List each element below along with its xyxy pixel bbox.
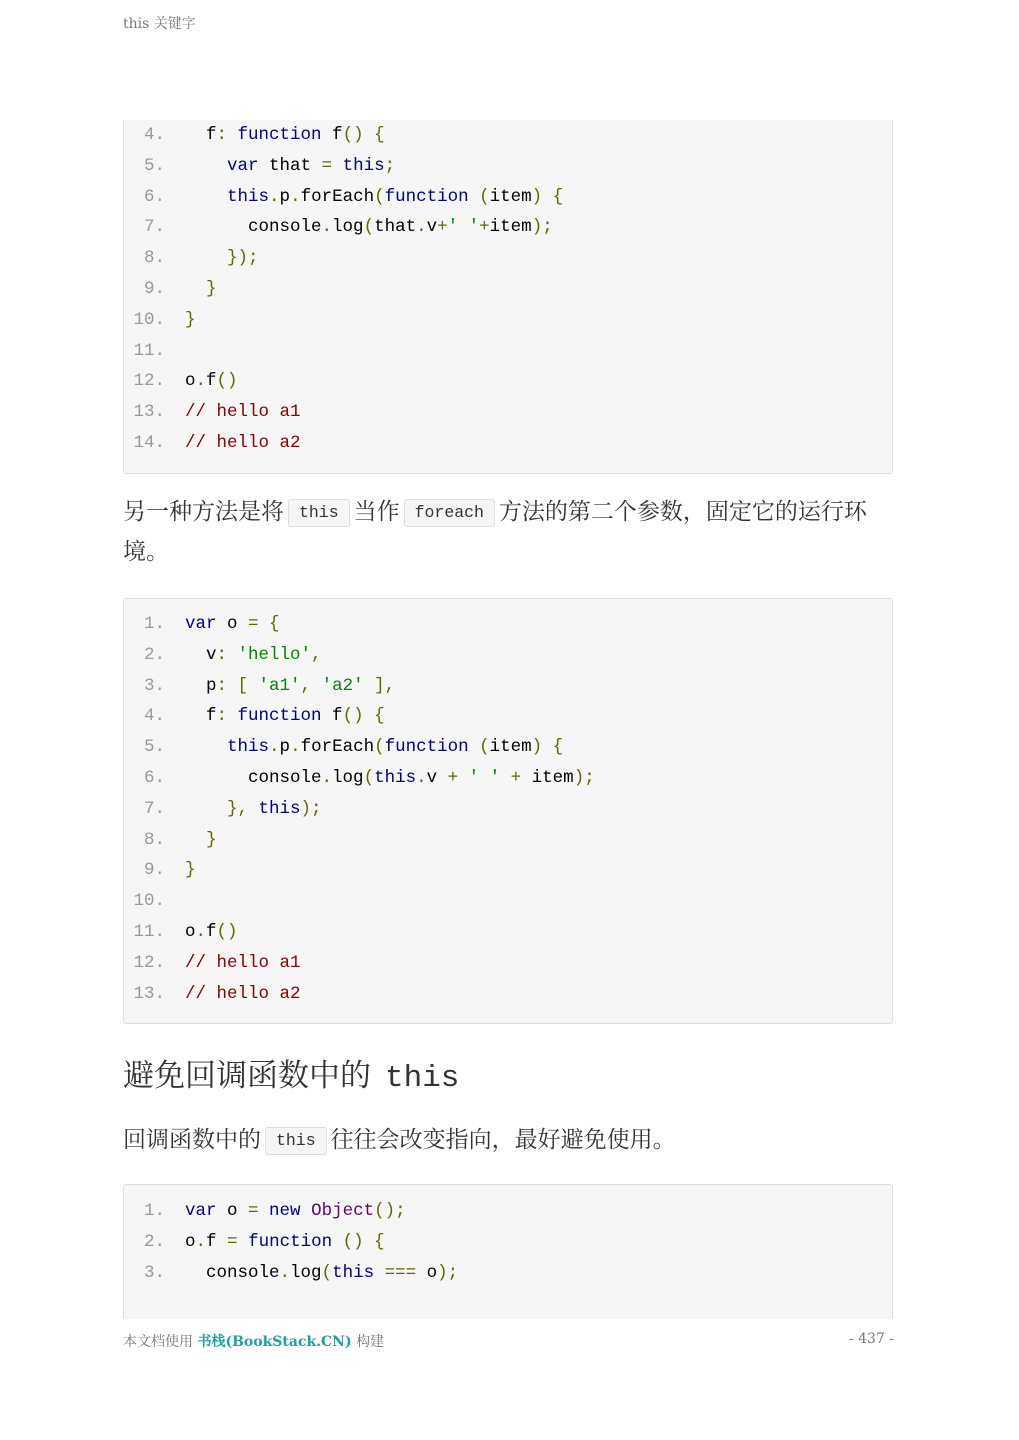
line-code: [185, 212, 553, 243]
code-token: .: [195, 371, 207, 392]
code-line: [124, 305, 892, 336]
code-block-1: [123, 120, 893, 474]
code-token: }: [206, 278, 217, 299]
code-token: ],: [363, 675, 396, 696]
code-token: f: [321, 125, 343, 145]
code-block-2: [123, 598, 893, 1024]
line-code: [185, 763, 595, 794]
code-token: [185, 799, 227, 819]
paragraph-text: 当作: [353, 499, 400, 525]
code-token: +: [500, 767, 532, 788]
code-token: item: [489, 186, 532, 207]
code-token: f: [321, 706, 343, 727]
line-code: [185, 1258, 458, 1289]
code-token: item: [489, 217, 532, 238]
line-number: 13.: [133, 983, 165, 1004]
line-number: 8.: [143, 829, 165, 850]
footer-prefix: 本文档使用: [123, 1334, 193, 1350]
code-token: ,: [311, 644, 322, 665]
code-token: .: [269, 186, 280, 207]
code-token: var: [185, 1201, 217, 1221]
line-code: [185, 732, 563, 763]
line-number: 13.: [133, 402, 165, 423]
running-header: this 关键字: [123, 16, 196, 32]
line-number: 3.: [143, 1262, 165, 1283]
code-token: v: [185, 644, 217, 665]
code-token: // hello a1: [185, 952, 301, 973]
code-line: [124, 886, 892, 917]
line-number: 7.: [143, 798, 165, 819]
code-token: :: [216, 125, 238, 145]
code-token: ,: [300, 675, 322, 696]
line-number: 2.: [143, 644, 165, 665]
code-token: +: [447, 767, 469, 788]
code-token: 'a1': [258, 675, 301, 696]
code-token: () {: [342, 125, 385, 145]
line-code: [185, 120, 385, 151]
code-token: (: [363, 217, 375, 238]
code-line: [124, 794, 892, 825]
code-token: [374, 1263, 385, 1283]
code-token: this: [342, 155, 385, 176]
code-token: .: [290, 737, 301, 758]
code-token: }: [206, 829, 217, 850]
code-token: function: [237, 125, 322, 145]
code-token: 'a2': [321, 675, 364, 696]
line-code: [185, 366, 238, 397]
code-token: }: [185, 860, 196, 881]
code-token: this: [258, 798, 301, 819]
code-token: ;: [384, 155, 396, 176]
code-line: [124, 640, 892, 671]
code-token: ) {: [531, 737, 564, 758]
code-token: // hello a2: [185, 432, 301, 453]
line-code: [185, 701, 385, 732]
code-token: new: [269, 1201, 301, 1221]
code-token: 'hello': [237, 644, 312, 665]
line-code: [185, 428, 301, 459]
code-token: that: [374, 217, 417, 238]
code-token: log: [332, 217, 364, 238]
code-token: :: [216, 706, 238, 727]
line-number: 11.: [133, 921, 165, 942]
code-line: [124, 609, 892, 640]
code-token: Object: [311, 1201, 375, 1221]
line-code: [185, 671, 395, 702]
line-code: [185, 1196, 406, 1227]
line-number: 6.: [143, 767, 165, 788]
code-line: [124, 1227, 892, 1258]
code-token: o: [216, 1201, 249, 1221]
line-code: [185, 397, 301, 428]
code-token: [185, 279, 206, 299]
code-token: .: [195, 1231, 207, 1252]
line-code: [185, 855, 196, 886]
code-line: [124, 948, 892, 979]
code-token: .: [279, 1262, 291, 1283]
code-token: [185, 156, 227, 176]
footer-credit: [123, 1331, 384, 1351]
code-token: console: [185, 217, 322, 238]
code-token: console: [185, 767, 322, 788]
code-token: ();: [374, 1201, 406, 1221]
code-line: [124, 274, 892, 305]
line-number: 6.: [143, 186, 165, 207]
line-number: 2.: [143, 1231, 165, 1252]
code-token: that: [258, 155, 322, 176]
code-line: [124, 917, 892, 948]
line-number: 3.: [143, 675, 165, 696]
line-number: 7.: [143, 217, 165, 238]
code-token: });: [227, 248, 259, 269]
code-token: console: [185, 1262, 280, 1283]
code-token: +: [437, 217, 448, 238]
code-token: o: [185, 1231, 196, 1252]
code-token: log: [290, 1262, 322, 1283]
code-token: function: [248, 1231, 333, 1252]
code-token: +: [479, 217, 490, 238]
code-token: p: [279, 737, 291, 758]
code-token: );: [437, 1262, 459, 1283]
bookstack-link[interactable]: 书栈(BookStack.CN): [197, 1334, 352, 1350]
line-code: [185, 274, 217, 305]
code-line: [124, 732, 892, 763]
code-token: this: [374, 767, 417, 788]
code-line: [124, 366, 892, 397]
code-token: (: [479, 186, 490, 207]
code-token: o: [185, 921, 196, 942]
code-line: [124, 855, 892, 886]
line-code: [185, 182, 563, 213]
code-token: .: [321, 767, 333, 788]
code-token: .: [290, 186, 301, 207]
paragraph-text: 往往会改变指向，最好避免使用。: [330, 1127, 676, 1153]
paragraph-avoid-this: [123, 1120, 893, 1160]
line-number: 11.: [133, 340, 165, 361]
code-token: (): [216, 371, 238, 392]
inline-code-this: this: [288, 499, 350, 527]
footer-suffix: 构建: [356, 1334, 385, 1350]
code-line: [124, 979, 892, 1010]
code-token: o: [416, 1262, 438, 1283]
code-token: forEach: [300, 737, 375, 758]
line-code: [185, 794, 322, 825]
code-line: [124, 243, 892, 274]
line-number: 4.: [143, 706, 165, 727]
paragraph-text: 方法的第二个参数，固定它的运行环境。: [123, 499, 867, 565]
code-token: (: [374, 186, 385, 207]
code-token: var: [227, 155, 259, 176]
line-code: [185, 305, 196, 336]
code-token: (: [479, 737, 490, 758]
code-token: :: [216, 644, 238, 665]
inline-code-this: this: [265, 1127, 327, 1155]
code-token: this: [332, 1262, 375, 1283]
code-line: [124, 212, 892, 243]
line-code: [185, 948, 301, 979]
line-number: 10.: [133, 309, 165, 330]
line-number: 1.: [143, 614, 165, 634]
code-token: }: [185, 309, 196, 330]
paragraph-foreach: [123, 492, 893, 572]
code-token: v: [426, 767, 448, 788]
line-number: 4.: [143, 125, 165, 145]
code-line: [124, 120, 892, 151]
inline-code-foreach: foreach: [404, 499, 495, 527]
code-token: },: [227, 798, 259, 819]
code-token: [185, 187, 227, 207]
line-code: [185, 917, 238, 948]
line-code: [185, 825, 217, 856]
code-token: .: [416, 767, 427, 788]
code-token: [185, 737, 227, 757]
code-token: f: [206, 371, 217, 392]
code-token: item: [531, 767, 574, 788]
code-token: // hello a1: [185, 402, 301, 423]
line-code: [185, 979, 301, 1010]
code-line: [124, 182, 892, 213]
code-token: [301, 1201, 312, 1221]
code-token: ) {: [531, 186, 564, 207]
code-line: [124, 671, 892, 702]
code-token: ' ': [447, 217, 480, 238]
code-line: [124, 825, 892, 856]
code-line: [124, 151, 892, 182]
line-number: 12.: [133, 371, 165, 392]
paragraph-text: 回调函数中的: [123, 1127, 261, 1153]
code-line: [124, 1258, 892, 1289]
code-token: forEach: [300, 186, 375, 207]
code-line: [124, 428, 892, 459]
code-token: function: [384, 737, 469, 758]
line-number: 14.: [133, 432, 165, 453]
code-token: f: [185, 125, 217, 145]
code-token: =: [321, 155, 343, 176]
line-code: [185, 609, 280, 640]
code-token: .: [269, 737, 280, 758]
code-token: f: [206, 921, 217, 942]
line-number: 5.: [143, 155, 165, 176]
code-token: .: [195, 921, 207, 942]
code-token: (: [321, 1262, 333, 1283]
code-token: f: [206, 1231, 228, 1252]
code-token: );: [573, 767, 595, 788]
code-token: o: [185, 371, 196, 392]
code-token: );: [300, 798, 322, 819]
heading-text: 避免回调函数中的: [123, 1058, 371, 1094]
line-number: 8.: [143, 248, 165, 269]
code-token: (: [363, 767, 375, 788]
line-code: [185, 151, 395, 182]
code-line: [124, 701, 892, 732]
code-token: () {: [342, 1231, 385, 1252]
page-number: - 437 -: [848, 1331, 894, 1347]
code-token: (: [374, 737, 385, 758]
code-token: ===: [384, 1262, 417, 1283]
code-token: [469, 187, 480, 207]
heading-code-this: this: [385, 1061, 460, 1096]
code-token: =: [227, 1231, 249, 1252]
code-block-3: [123, 1184, 893, 1319]
code-token: function: [384, 186, 469, 207]
code-token: f: [185, 706, 217, 727]
code-token: [185, 248, 227, 268]
code-token: [332, 1232, 343, 1252]
code-token: p: [185, 675, 217, 696]
section-heading: [123, 1052, 459, 1103]
code-token: =: [248, 1201, 270, 1221]
line-number: 5.: [143, 737, 165, 758]
line-code: [185, 640, 322, 671]
code-token: log: [332, 767, 364, 788]
code-token: .: [321, 217, 333, 238]
line-code: [185, 243, 259, 274]
code-line: [124, 336, 892, 367]
code-token: .: [416, 217, 427, 238]
code-token: = {: [248, 614, 280, 634]
code-token: [469, 737, 480, 757]
code-token: () {: [342, 706, 385, 727]
code-token: (): [216, 921, 238, 942]
paragraph-text: 另一种方法是将: [123, 499, 284, 525]
code-token: p: [279, 186, 291, 207]
code-line: [124, 397, 892, 428]
code-line: [124, 763, 892, 794]
line-number: 10.: [133, 891, 165, 912]
code-token: ' ': [468, 767, 501, 788]
code-token: v: [426, 217, 438, 238]
line-number: 12.: [133, 952, 165, 973]
line-number: 9.: [143, 278, 165, 299]
code-token: // hello a2: [185, 983, 301, 1004]
code-token: [185, 830, 206, 850]
code-token: o: [216, 614, 249, 634]
code-line: [124, 1196, 892, 1227]
code-token: this: [227, 737, 270, 758]
code-token: this: [227, 186, 270, 207]
line-number: 1.: [143, 1201, 165, 1221]
code-token: var: [185, 614, 217, 634]
line-code: [185, 1227, 385, 1258]
code-token: : [: [216, 675, 259, 696]
code-token: function: [237, 706, 322, 727]
code-token: );: [531, 217, 553, 238]
code-token: item: [489, 737, 532, 758]
line-number: 9.: [143, 860, 165, 881]
